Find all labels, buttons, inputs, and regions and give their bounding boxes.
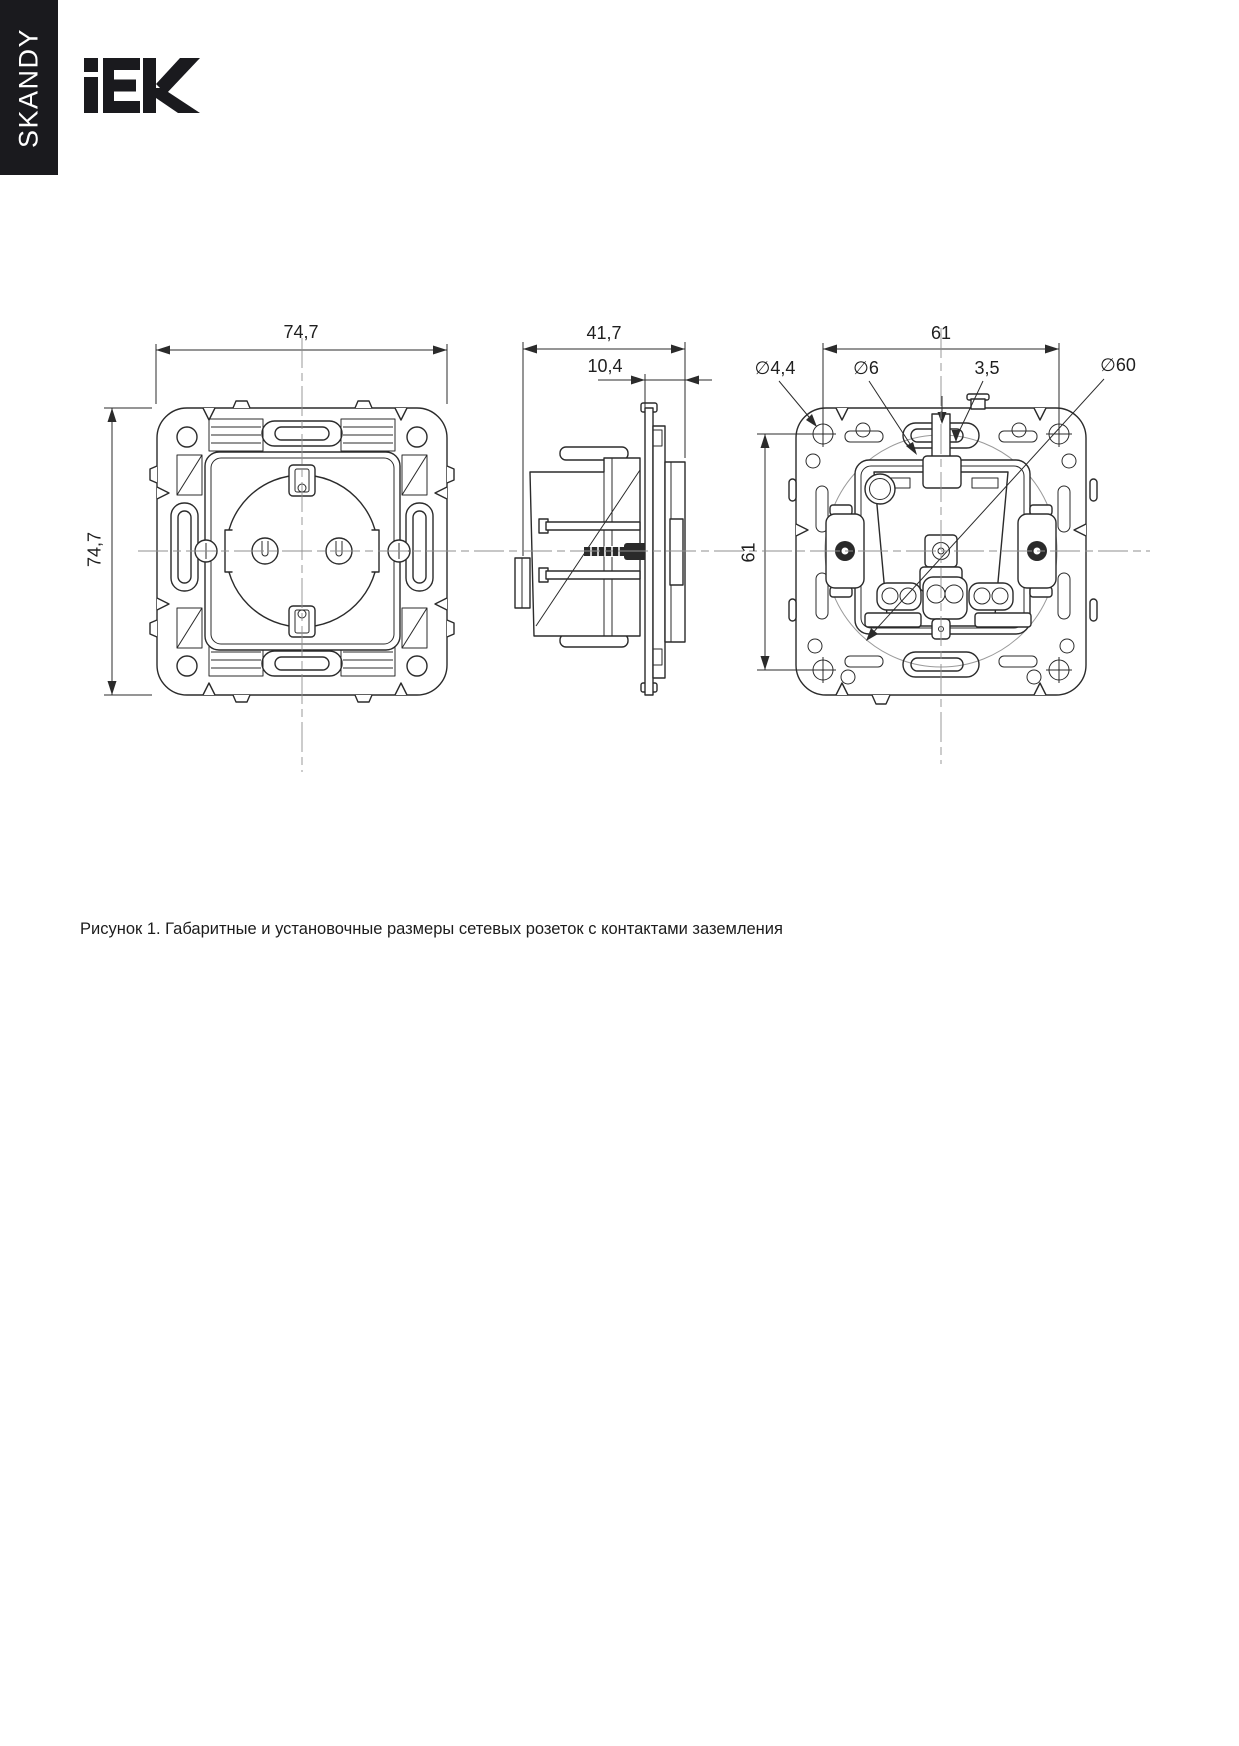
series-banner-label: SKANDY bbox=[13, 27, 44, 148]
side-view-drawing bbox=[515, 342, 712, 695]
dim-mounting-circle-label: ∅60 bbox=[1100, 355, 1136, 375]
dim-front-height-label: 74,7 bbox=[84, 531, 105, 568]
back-view-drawing bbox=[757, 343, 1104, 704]
dim-back-height-label: 61 bbox=[738, 542, 759, 563]
dim-slot-width-label: 3,5 bbox=[974, 358, 1000, 378]
front-view-drawing bbox=[104, 344, 454, 702]
dim-back-width-label: 61 bbox=[930, 323, 952, 343]
dim-side-front-depth-label: 10,4 bbox=[587, 356, 623, 376]
dim-side-depth-label: 41,7 bbox=[586, 323, 622, 343]
iek-logo bbox=[84, 58, 200, 113]
series-banner bbox=[0, 0, 58, 175]
figure-caption: Рисунок 1. Габаритные и установочные размеры сетевых розеток с контактами заземления bbox=[80, 920, 783, 938]
dim-hole-diameter-label: ∅6 bbox=[853, 358, 879, 378]
dim-front-width-label: 74,7 bbox=[283, 322, 319, 342]
dim-screw-hole-diameter-label: ∅4,4 bbox=[754, 358, 796, 378]
iek-logo-glyphs bbox=[84, 58, 200, 113]
